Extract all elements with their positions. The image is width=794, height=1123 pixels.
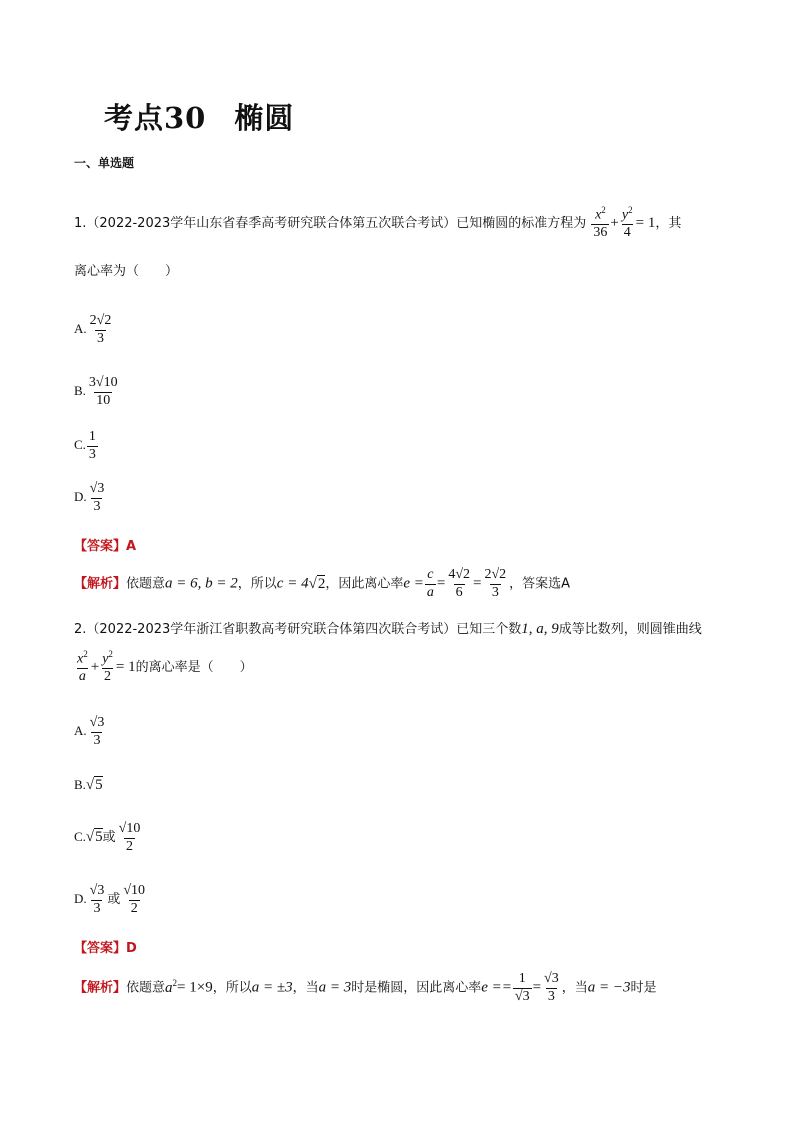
page-title: 考点30 椭圆	[104, 101, 295, 135]
question-1-stem-cont: 离心率为（ ）	[74, 264, 179, 279]
q2-option-c: C.√5或 $\frac{√10}{2}$	[74, 821, 141, 854]
section-heading: 一、单选题	[74, 156, 135, 170]
q2-analysis: 【解析】依题意$a^2= 1\times 9$，所以a = ±3，当a = 3时是椭圆，因此离心率e == $\frac{1}{√3}$ = $\frac{√3}{3}$ ，当a = −3时是	[74, 971, 657, 1004]
q1-option-a: A. $\frac{2√2}{3}$	[74, 313, 112, 346]
question-2-stem: 2.（2022-2023学年浙江省职教高考研究联合体第四次联合考试）已知三个数1, a, 9成等比数列，则圆锥曲线	[74, 621, 702, 637]
ellipse-x-term: $\frac{x^2}{36}$	[593, 205, 608, 241]
question-2-stem-cont: $\frac{x^2}{a}$ + $\frac{y^2}{2}$ = 1的离心率是（ ）	[77, 649, 253, 685]
q1-answer: 【答案】A	[74, 539, 137, 554]
q1-analysis: 【解析】依题意a = 6, b = 2，所以c = 4√2，因此离心率e = $\frac{c}{a}$ = $\frac{4√2}{6}$ = $\frac{2√2}{3}$ ，答案选A	[74, 567, 571, 600]
q1-option-b: B. $\frac{3√10}{10}$	[74, 375, 118, 408]
q2-answer: 【答案】D	[74, 941, 137, 956]
question-1-stem: 1.（2022-2023学年山东省春季高考研究联合体第五次联合考试）已知椭圆的标准方程为 $\frac{x^2}{36}$ + $\frac{y^2}{4}$ = 1，其	[74, 205, 682, 241]
q1-option-c: C. $\frac{1}{3}$	[74, 429, 96, 462]
q2-option-d: D. $\frac{√3}{3}$ 或 $\frac{√10}{2}$	[74, 883, 146, 916]
q1-option-d: D. $\frac{√3}{3}$	[74, 481, 105, 514]
ellipse-y-term: $\frac{y^2}{4}$	[621, 205, 633, 241]
conic-y-term: $\frac{y^2}{2}$	[102, 649, 113, 685]
q2-option-b: B.√5	[74, 777, 103, 793]
q2-option-a: A. $\frac{√3}{3}$	[74, 715, 105, 748]
conic-x-term: $\frac{x^2}{a}$	[77, 649, 88, 685]
